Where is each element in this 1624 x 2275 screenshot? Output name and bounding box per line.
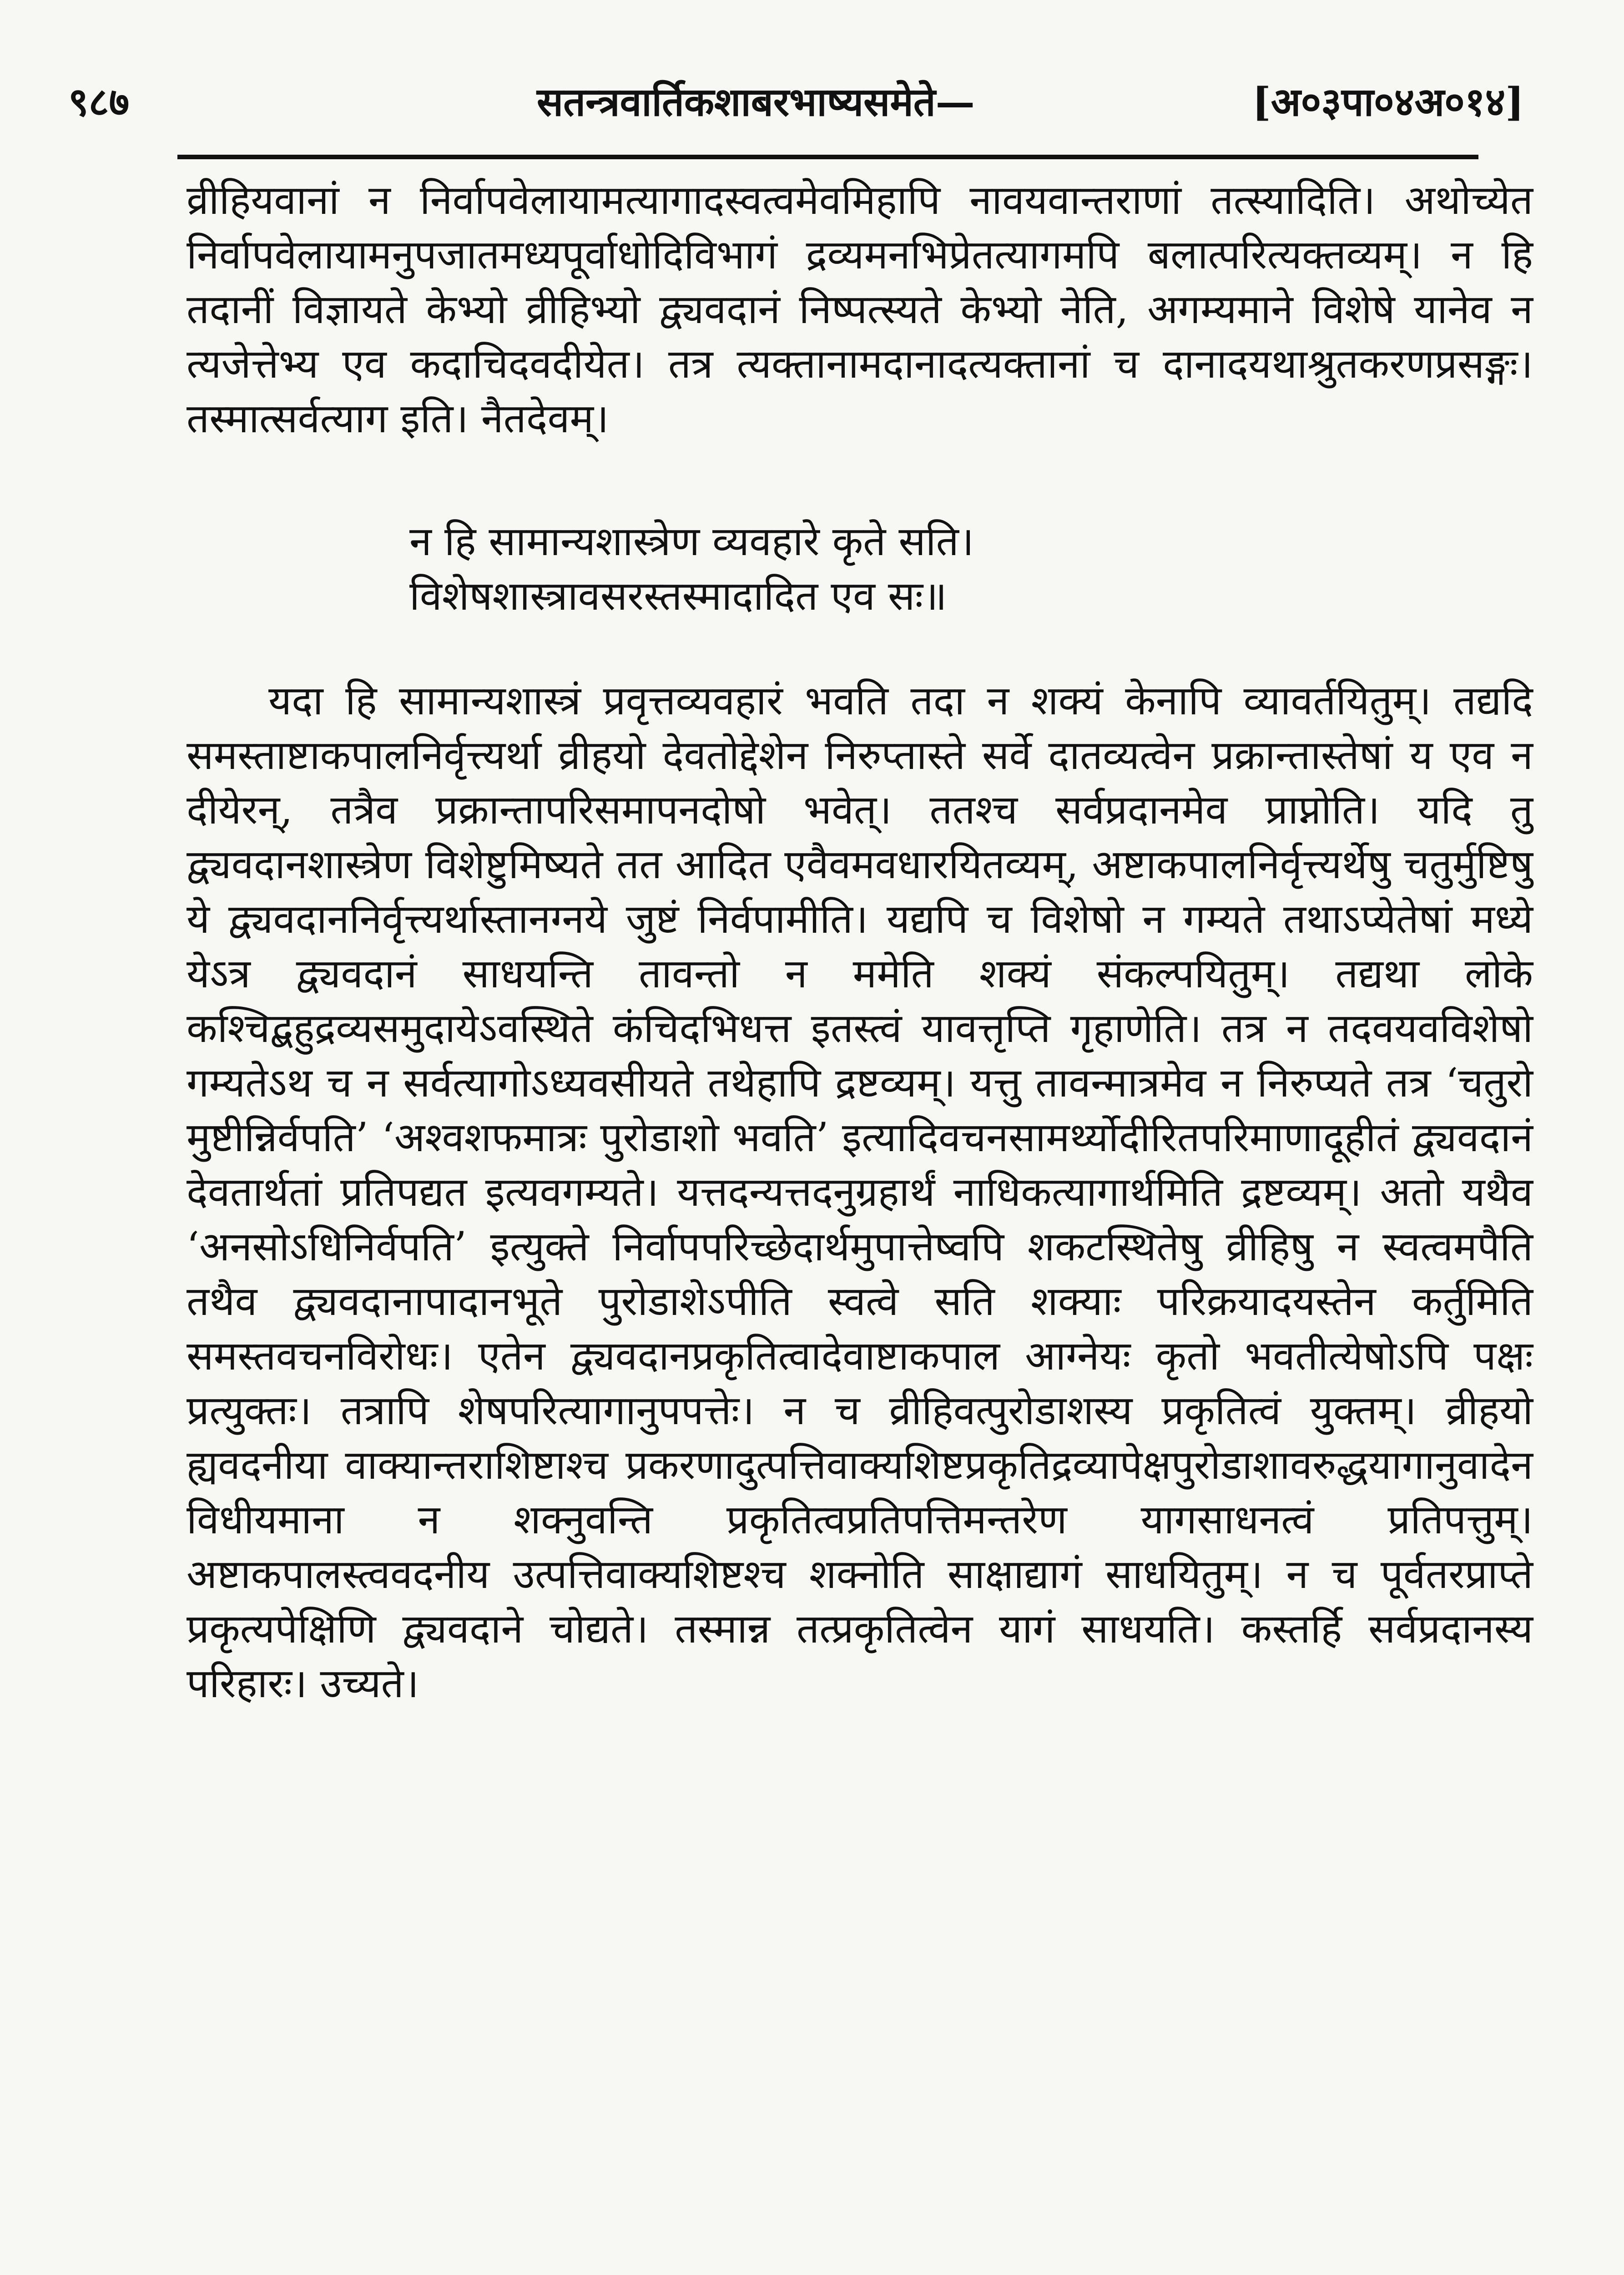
body-text: [187, 173, 1533, 1711]
verse-block: [409, 514, 1533, 623]
verse-line-1: न हि सामान्यशास्त्रेण व्यवहारे कृते सति।: [409, 518, 974, 565]
page-number: ९८७: [68, 79, 130, 125]
verse-line-2: विशेषशास्त्रावसरस्तस्मादादित एव सः॥: [409, 572, 947, 619]
page-header: [68, 73, 1524, 132]
header-rule: [177, 155, 1478, 159]
section-reference: [अ०३पा०४अ०१४]: [1252, 79, 1524, 125]
paragraph-2: यदा हि सामान्यशास्त्रं प्रवृत्तव्यवहारं भवति तदा न शक्यं केनापि व्यावर्तयितुम्। तद्यदि समस्ताष्टाकपालनिर्वृत्त्यर्था व्रीहयो देवतोद्देशेन निरुप्तास्ते सर्वे दातव्यत्वेन प्रक्रान्तास्तेषां य एव न दीयेरन्, तत्रैव प्रक्रान्तापरिसमापनदोषो भवेत्। ततश्च सर्वप्रदानमेव प्राप्नोति। यदि तु द्व्यवदानशास्त्रेण विशेष्टुमिष्यते तत आदित एवैवमवधारयितव्यम्, अष्टाकपालनिर्वृत्त्यर्थेषु चतुर्मुष्टिषु ये द्व्यवदाननिर्वृत्त्यर्थास्तानग्नये जुष्टं निर्वपामीति। यद्यपि च विशेषो न गम्यते तथाऽप्येतेषां मध्ये येऽत्र द्व्यवदानं साधयन्ति तावन्तो न ममेति शक्यं संकल्पयितुम्। तद्यथा लोके कश्चिद्बहुद्रव्यसमुदायेऽवस्थिते कंचिदभिधत्त इतस्त्वं यावत्तृप्ति गृहाणेति। तत्र न तदवयवविशेषो गम्यतेऽथ च न सर्वत्यागोऽध्यवसीयते तथेहापि द्रष्टव्यम्। यत्तु तावन्मात्रमेव न निरुप्यते तत्र ‘चतुरो मुष्टीन्निर्वपति’ ‘अश्वशफमात्रः पुरोडाशो भवति’ इत्यादिवचनसामर्थ्योदीरितपरिमाणादूहीतं द्व्यवदानं देवतार्थतां प्रतिपद्यत इत्यवगम्यते। यत्तदन्यत्तदनुग्रहार्थं नाधिकत्यागार्थमिति द्रष्टव्यम्। अतो यथैव ‘अनसोऽधिनिर्वपति’ इत्युक्ते निर्वापपरिच्छेदार्थमुपात्तेष्वपि शकटस्थितेषु व्रीहिषु न स्वत्वमपैति तथैव द्व्यवदानापादानभूते पुरोडाशेऽपीति स्वत्वे सति शक्याः परिक्रयादयस्तेन कर्तुमिति समस्तवचनविरोधः। एतेन द्व्यवदानप्रकृतित्वादेवाष्टाकपाल आग्नेयः कृतो भवतीत्येषोऽपि पक्षः प्रत्युक्तः। तत्रापि शेषपरित्यागानुपपत्तेः। न च व्रीहिवत्पुरोडाशस्य प्रकृतित्वं युक्तम्। व्रीहयो ह्यवदनीया वाक्यान्तराशिष्टाश्च प्रकरणादुत्पत्तिवाक्यशिष्टप्रकृतिद्रव्यापेक्षपुरोडाशावरुद्धयागानुवादेन विधीयमाना न शक्नुवन्ति प्रकृतित्वप्रतिपत्तिमन्तरेण यागसाधनत्वं प्रतिपत्तुम्। अष्टाकपालस्त्ववदनीय उत्पत्तिवाक्यशिष्टश्च शक्नोति साक्षाद्यागं साधयितुम्। न च पूर्वतरप्राप्ते प्रकृत्यपेक्षिणि द्व्यवदाने चोद्यते। तस्मान्न तत्प्रकृतित्वेन यागं साधयति। कस्तर्हि सर्वप्रदानस्य परिहारः। उच्यते।: [187, 677, 1533, 1707]
running-title: सतन्त्रवार्तिकशाबरभाष्यसमेते—: [537, 79, 975, 125]
paragraph-1: व्रीहियवानां न निर्वापवेलायामत्यागादस्वत्वमेवमिहापि नावयवान्तराणां तत्स्यादिति। अथोच्येत निर्वापवेलायामनुपजातमध्यपूर्वाधोदिविभागं द्रव्यमनभिप्रेतत्यागमपि बलात्परित्यक्तव्यम्। न हि तदानीं विज्ञायते केभ्यो व्रीहिभ्यो द्व्यवदानं निष्पत्स्यते केभ्यो नेति, अगम्यमाने विशेषे यानेव न त्यजेत्तेभ्य एव कदाचिदवदीयेत। तत्र त्यक्तानामदानादत्यक्तानां च दानादयथाश्रुतकरणप्रसङ्गः। तस्मात्सर्वत्याग इति। नैतदेवम्।: [187, 177, 1533, 442]
